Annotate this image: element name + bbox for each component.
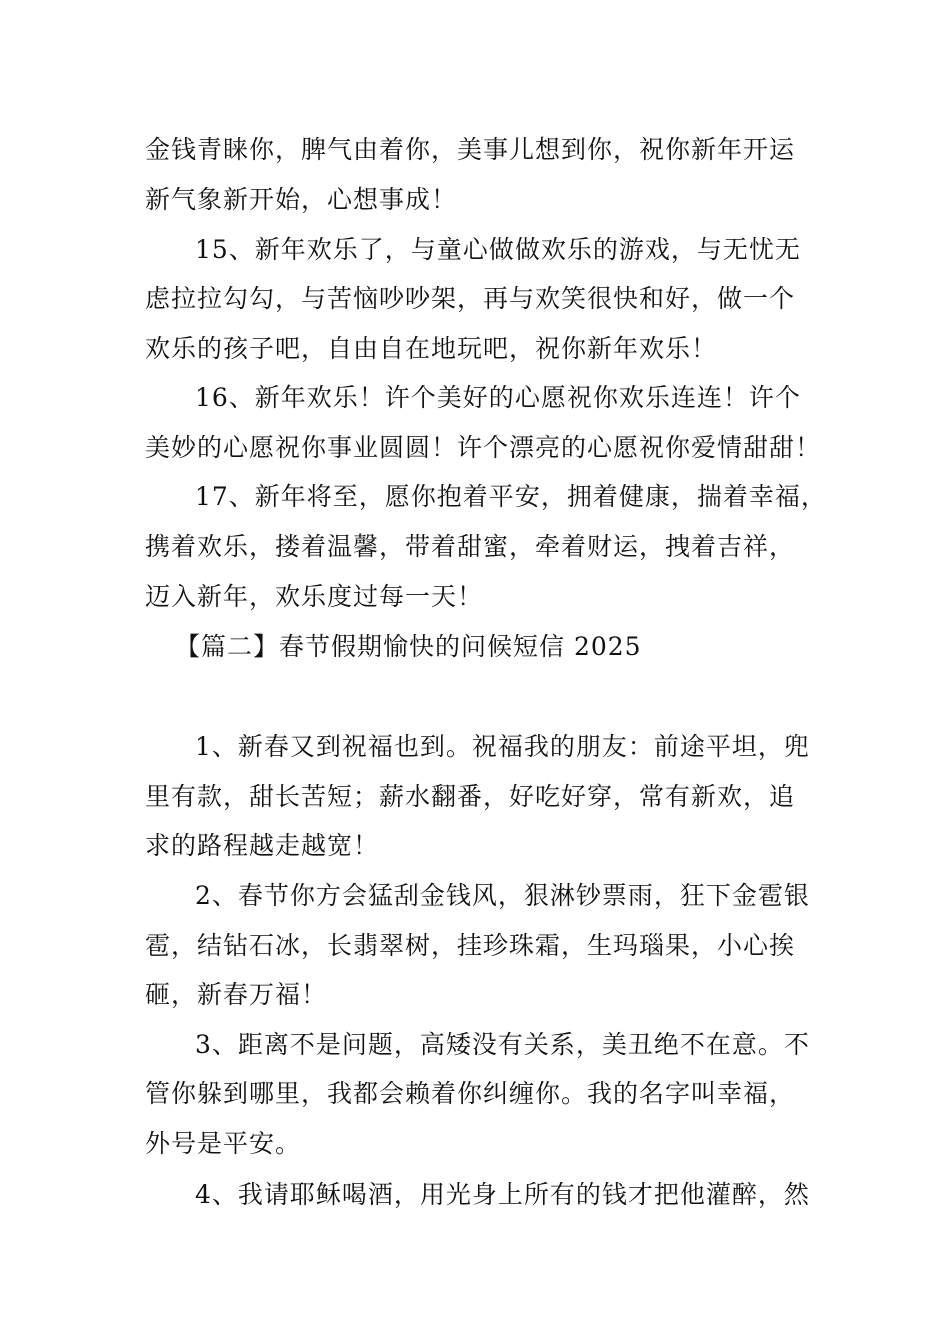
text-line: 携着欢乐，搂着温馨，带着甜蜜，牵着财运，拽着吉祥， <box>145 532 796 561</box>
text-line: 新气象新开始，心想事成！ <box>145 185 458 214</box>
text-line: 外号是平安。 <box>145 1129 302 1158</box>
text-line: 虑拉拉勾勾，与苦恼吵吵架，再与欢笑很快和好，做一个 <box>145 284 796 313</box>
section-heading: 【篇二】春节假期愉快的问候短信 2025 <box>175 632 642 661</box>
paragraph-3-start: 3、距离不是问题，高矮没有关系，美丑绝不在意。不 <box>195 1030 810 1059</box>
paragraph-15-start: 15、新年欢乐了，与童心做做欢乐的游戏，与无忧无 <box>195 235 801 264</box>
text-line: 管你躲到哪里，我都会赖着你纠缠你。我的名字叫幸福， <box>145 1079 796 1108</box>
text-line: 里有款，甜长苦短；薪水翻番，好吃好穿，常有新欢，追 <box>145 782 796 811</box>
text-line: 迈入新年，欢乐度过每一天！ <box>145 582 484 611</box>
text-line: 美妙的心愿祝你事业圆圆！许个漂亮的心愿祝你爱情甜甜！ <box>145 433 822 462</box>
text-line: 欢乐的孩子吧，自由自在地玩吧，祝你新年欢乐！ <box>145 334 718 363</box>
paragraph-1-start: 1、新春又到祝福也到。祝福我的朋友：前途平坦，兜 <box>195 732 810 761</box>
paragraph-16-start: 16、新年欢乐！许个美好的心愿祝你欢乐连连！许个 <box>195 383 801 412</box>
text-line: 雹，结钻石冰，长翡翠树，挂珍珠霜，生玛瑙果，小心挨 <box>145 931 796 960</box>
paragraph-2-start: 2、春节你方会猛刮金钱风，狠淋钞票雨，狂下金雹银 <box>195 881 810 910</box>
text-line: 金钱青睐你，脾气由着你，美事儿想到你，祝你新年开运 <box>145 135 796 164</box>
paragraph-4-start: 4、我请耶稣喝酒，用光身上所有的钱才把他灌醉，然 <box>195 1180 810 1209</box>
text-line: 求的路程越走越宽！ <box>145 831 380 860</box>
text-line: 砸，新春万福！ <box>145 980 328 1009</box>
paragraph-17-start: 17、新年将至，愿你抱着平安，拥着健康，揣着幸福， <box>195 482 827 511</box>
